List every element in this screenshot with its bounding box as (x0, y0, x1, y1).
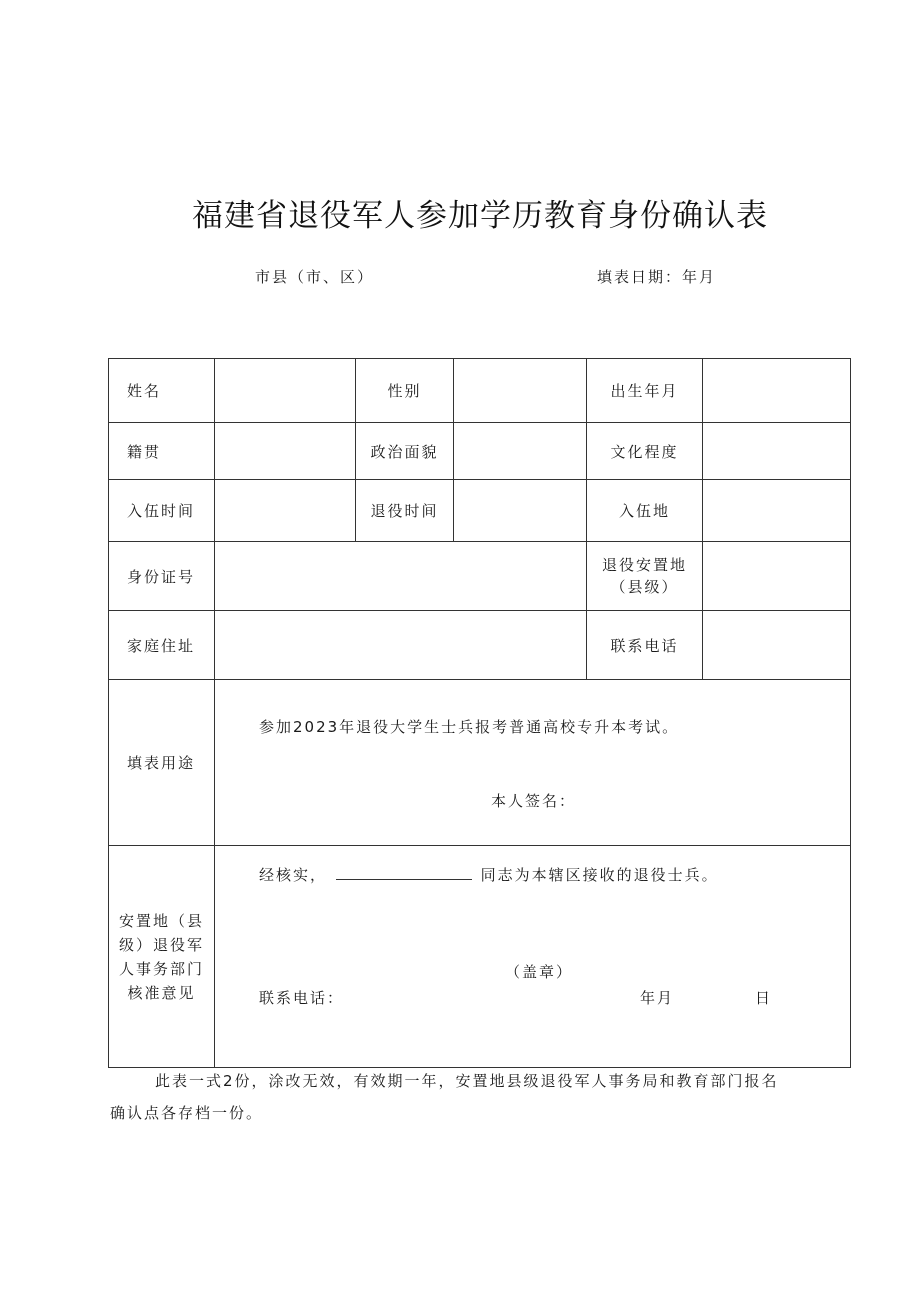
confirmation-form-table (108, 358, 851, 1068)
political-status-label: 政治面貌 (356, 423, 454, 480)
enlist-place-label: 入伍地 (587, 480, 703, 542)
approval-label: 安置地（县级）退役军人事务部门核准意见 (109, 846, 215, 1068)
gender-label: 性别 (356, 359, 454, 423)
native-place-input-cell[interactable] (215, 423, 356, 480)
name-label: 姓名 (109, 359, 215, 423)
birth-input-cell[interactable] (703, 359, 851, 423)
page-title: 福建省退役军人参加学历教育身份确认表 (192, 198, 768, 234)
verify-prefix: 经核实， (259, 866, 328, 884)
signature-label: 本人签名： (491, 792, 577, 810)
placement-label-line1: 退役安置地 (601, 556, 687, 574)
verify-statement (259, 864, 719, 885)
discharge-time-label: 退役时间 (356, 480, 454, 542)
native-place-label: 籍贯 (109, 423, 215, 480)
purpose-cell (215, 680, 851, 846)
phone-input-cell[interactable] (703, 611, 851, 680)
location-field: 市县（市、区） (255, 268, 375, 286)
footnote-line2: 确认点各存档一份。 (110, 1104, 264, 1122)
contact-phone-label: 联系电话： (259, 989, 345, 1007)
approval-cell (215, 846, 851, 1068)
enlist-time-input-cell[interactable] (215, 480, 356, 542)
placement-input-cell[interactable] (703, 542, 851, 611)
discharge-time-input-cell[interactable] (454, 480, 587, 542)
gender-input-cell[interactable] (454, 359, 587, 423)
id-number-label: 身份证号 (109, 542, 215, 611)
seal-label: （盖章） (505, 963, 574, 981)
name-input-cell[interactable] (215, 359, 356, 423)
footnote-line1: 此表一式2份，涂改无效，有效期一年，安置地县级退役军人事务局和教育部门报名 (155, 1072, 779, 1090)
home-address-label: 家庭住址 (109, 611, 215, 680)
placement-label (587, 542, 703, 611)
home-address-input-cell[interactable] (215, 611, 587, 680)
year-month-label: 年月 (640, 989, 675, 1007)
phone-label: 联系电话 (587, 611, 703, 680)
placement-label-line2: （县级） (610, 578, 679, 596)
political-status-input-cell[interactable] (454, 423, 587, 480)
id-number-input-cell[interactable] (215, 542, 587, 611)
verify-suffix: 同志为本辖区接收的退役士兵。 (480, 866, 719, 884)
education-level-label: 文化程度 (587, 423, 703, 480)
fill-date-field: 填表日期：年月 (597, 268, 717, 286)
purpose-text: 参加2023年退役大学生士兵报考普通高校专升本考试。 (259, 718, 680, 736)
purpose-label: 填表用途 (109, 680, 215, 846)
day-label: 日 (755, 989, 773, 1007)
birth-label: 出生年月 (587, 359, 703, 423)
education-level-input-cell[interactable] (703, 423, 851, 480)
enlist-place-input-cell[interactable] (703, 480, 851, 542)
enlist-time-label: 入伍时间 (109, 480, 215, 542)
name-blank-line[interactable] (336, 865, 472, 880)
